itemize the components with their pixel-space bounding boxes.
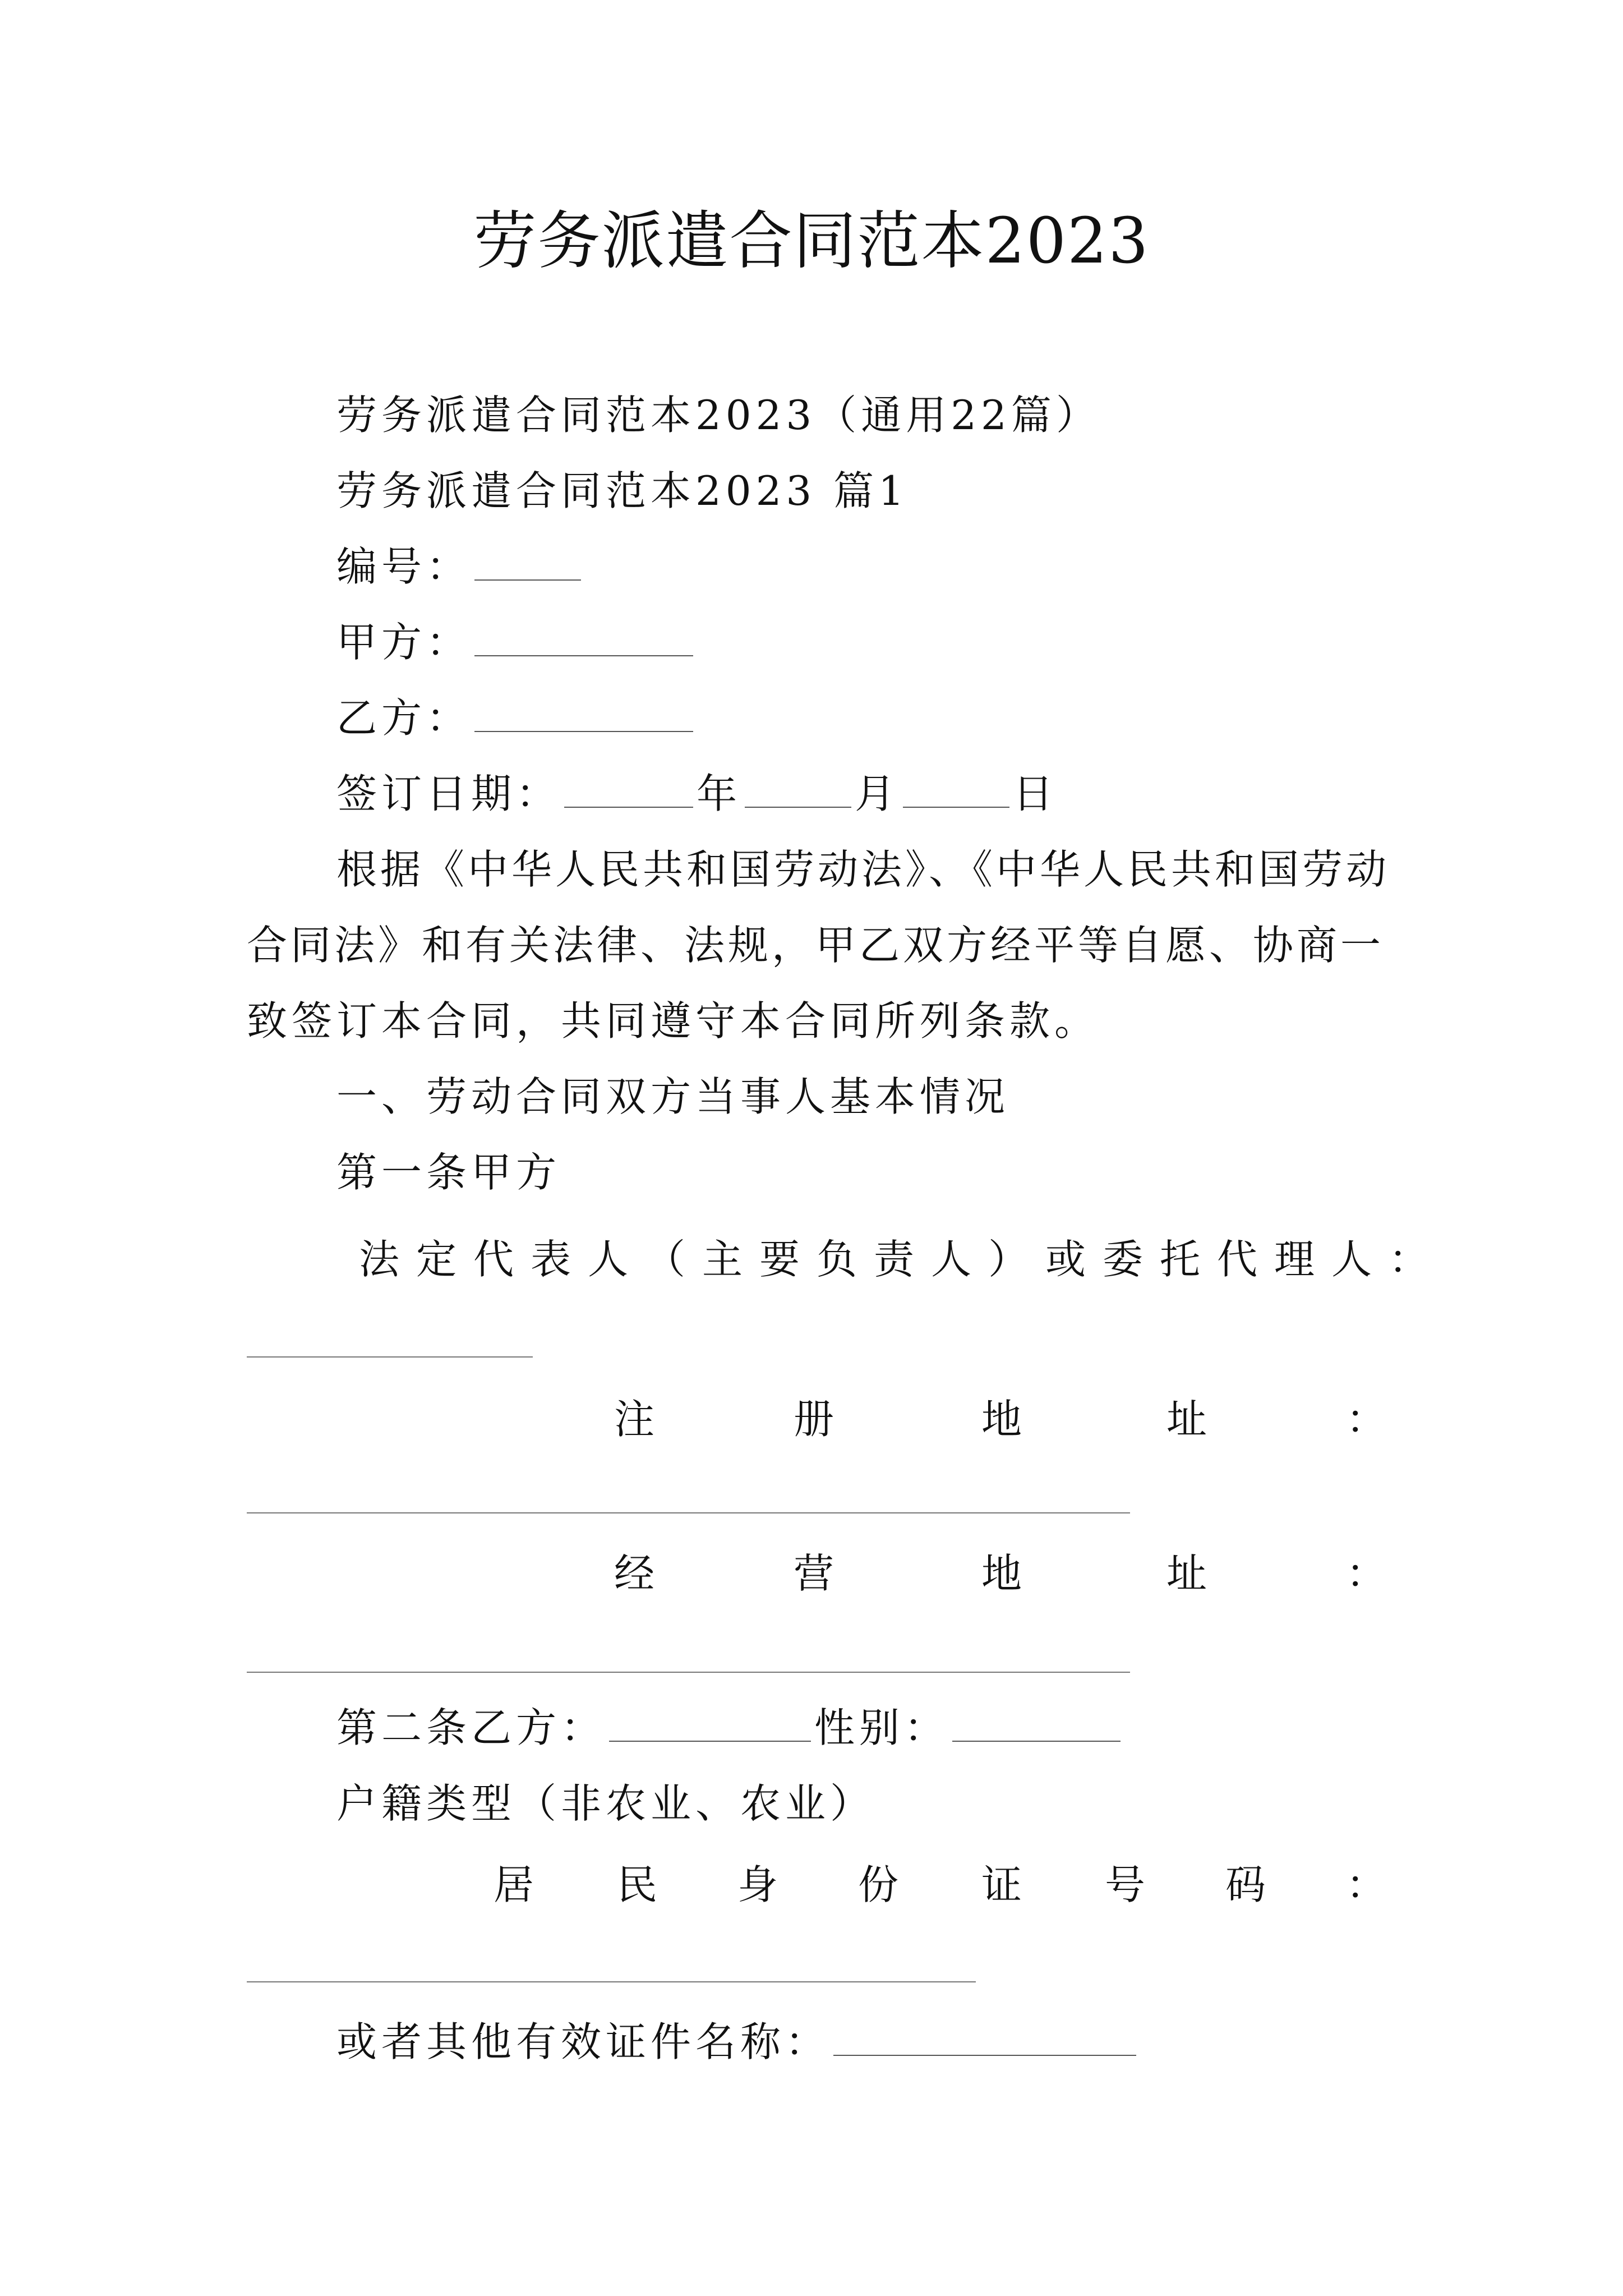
month-label: 月: [855, 770, 900, 817]
id-char: 份: [858, 1861, 899, 1908]
gender-blank[interactable]: [952, 1704, 1121, 1742]
party-b-name-blank[interactable]: [609, 1704, 811, 1742]
number-field: [336, 539, 584, 595]
reg-char: 址: [1166, 1396, 1207, 1443]
year-label: 年: [697, 770, 742, 817]
id-char: 民: [617, 1861, 658, 1908]
party-b-field: [336, 690, 697, 746]
party-a-label: 甲方：: [336, 619, 472, 666]
id-char: 居: [494, 1861, 534, 1908]
reg-char: 地: [981, 1396, 1022, 1443]
household-type: 户籍类型（非农业、农业）: [336, 1780, 875, 1827]
article-2-label: 第二条乙方：: [336, 1704, 606, 1751]
other-id-label: 或者其他有效证件名称：: [336, 2018, 831, 2065]
intro-paragraph-line-2: 合同法》和有关法律、法规，甲乙双方经平等自愿、协商一: [247, 922, 1385, 969]
id-char: 号: [1105, 1861, 1146, 1908]
id-char: ：: [1346, 1861, 1387, 1908]
section-1-heading: 一、劳动合同双方当事人基本情况: [336, 1073, 1010, 1120]
id-number-blank[interactable]: [247, 1981, 976, 1982]
business-address-label: [0, 1545, 1623, 1602]
id-char: 证: [981, 1861, 1022, 1908]
reg-char: 册: [794, 1396, 834, 1443]
id-number-label: [0, 1857, 1623, 1913]
biz-char: 营: [794, 1550, 834, 1597]
reg-char: ：: [1346, 1396, 1387, 1443]
sign-date-label: 签订日期：: [336, 770, 561, 817]
other-id-field: [336, 2014, 1140, 2070]
biz-char: 经: [614, 1550, 655, 1597]
document-subtitle: 劳务派遣合同范本2023（通用22篇）: [336, 392, 1101, 439]
id-char: 码: [1225, 1861, 1266, 1908]
legal-representative-label: 法定代表人（主要负责人）或委托代理人：: [359, 1236, 1446, 1283]
biz-char: 址: [1166, 1550, 1207, 1597]
sign-date-field: [336, 766, 1058, 822]
intro-paragraph-line-1: 根据《中华人民共和国劳动法》、《中华人民共和国劳动: [336, 846, 1390, 893]
party-b-blank[interactable]: [474, 694, 693, 732]
year-blank[interactable]: [564, 770, 693, 808]
biz-char: ：: [1346, 1550, 1387, 1597]
reg-char: 注: [614, 1396, 655, 1443]
registered-address-label: [0, 1391, 1623, 1447]
legal-representative-blank[interactable]: [247, 1356, 533, 1358]
section-heading: 劳务派遣合同范本2023 篇1: [336, 467, 909, 514]
day-blank[interactable]: [903, 770, 1009, 808]
article-1-heading: 第一条甲方: [336, 1149, 561, 1196]
id-char: 身: [737, 1861, 778, 1908]
month-blank[interactable]: [745, 770, 851, 808]
day-label: 日: [1013, 770, 1058, 817]
intro-paragraph-line-3: 致签订本合同，共同遵守本合同所列条款。: [247, 997, 1100, 1045]
number-label: 编号：: [336, 543, 472, 590]
party-a-blank[interactable]: [474, 619, 693, 656]
other-id-blank[interactable]: [833, 2018, 1136, 2056]
number-blank[interactable]: [474, 543, 581, 581]
party-b-label: 乙方：: [336, 694, 472, 742]
biz-char: 地: [981, 1550, 1022, 1597]
article-2-field: [336, 1700, 1124, 1756]
document-title: 劳务派遣合同范本2023: [473, 205, 1150, 278]
party-a-field: [336, 614, 697, 670]
gender-label: 性别：: [814, 1704, 949, 1751]
registered-address-blank[interactable]: [247, 1512, 1130, 1513]
business-address-blank[interactable]: [247, 1672, 1130, 1673]
